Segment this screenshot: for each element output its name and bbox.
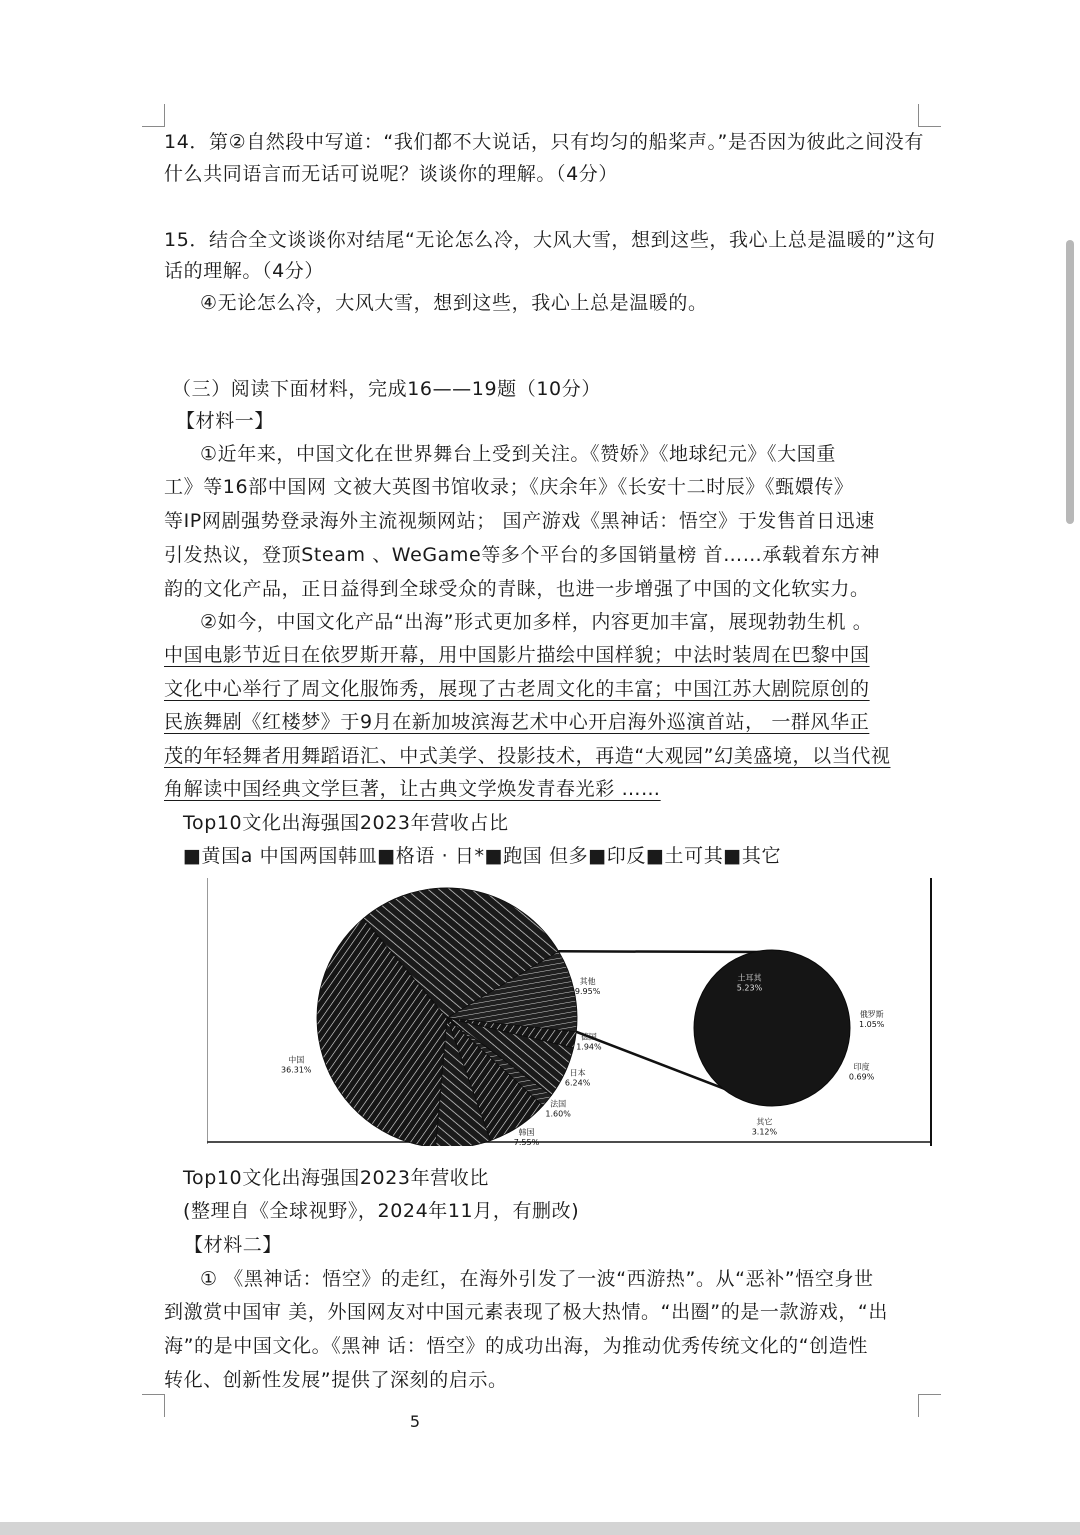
sub-slice-value-e59c9fe880b3e585b6: 5.23% bbox=[736, 983, 763, 993]
material-1-underlined-line-1: 中国电影节近日在依罗斯开幕，用中国影片描绘中国样貌；中法时装周在巴黎中国 bbox=[164, 644, 870, 666]
sub-slice-value-e4bf84e7bd97e696af: 1.05% bbox=[858, 1019, 885, 1029]
pie-chart-svg bbox=[207, 878, 933, 1146]
material-1-p1-line-2: 工》等16部中国网 文被大英图书馆收录；《庆余年》《长安十二时辰》《甄嬛传》 bbox=[164, 476, 854, 498]
chart-legend-text: ■黄国a 中国两国韩皿■格语 · 日*■跑国 但多■印反■土可其■其它 bbox=[183, 845, 782, 867]
material-2-line-1: ① 《黑神话：悟空》的走红，在海外引发了一波“西游热”。从“恶补”悟空身世 bbox=[200, 1268, 874, 1290]
material-1-underlined-line-2: 文化中心举行了周文化服饰秀，展现了古老周文化的丰富；中国江苏大剧院原创的 bbox=[164, 678, 870, 700]
main-pie bbox=[317, 888, 577, 1146]
slice-label-e6b395e59bbd: 法国 bbox=[550, 1099, 567, 1109]
material-1-p1-line-1: ①近年来，中国文化在世界舞台上受到关注。《赞娇》《地球纪元》《大国重 bbox=[200, 443, 836, 465]
sub-slice-label-e585b6e5ae83: 其它 bbox=[756, 1117, 773, 1127]
slice-value-e6b395e59bbd: 1.60% bbox=[545, 1109, 571, 1119]
secondary-pie bbox=[694, 950, 850, 1106]
chart-heading: Top10文化出海强国2023年营收占比 bbox=[183, 812, 509, 834]
slice-label-e5beb7e59bbd: 德国 bbox=[580, 1032, 597, 1042]
chart-caption: Top10文化出海强国2023年营收比 bbox=[183, 1167, 489, 1189]
section-3-title: （三）阅读下面材料，完成16——19题（10分） bbox=[172, 378, 601, 400]
question-14-line-2: 什么共同语言而无话可说呢？谈谈你的理解。（4分） bbox=[164, 163, 618, 185]
crop-mark-bottom-right bbox=[918, 1394, 941, 1417]
connector-line-top bbox=[559, 951, 764, 952]
question-15-quote: ④无论怎么冷，大风大雪，想到这些，我心上总是温暖的。 bbox=[200, 292, 708, 314]
sub-slice-value-e58db0e5baa6: 0.69% bbox=[848, 1072, 875, 1082]
slice-value-e99fa9e59bbd: 7.55% bbox=[513, 1138, 540, 1146]
sub-slice-value-e585b6e5ae83: 3.12% bbox=[751, 1127, 778, 1137]
sub-slice-label-e58db0e5baa6: 印度 bbox=[853, 1062, 870, 1072]
page-number: 5 bbox=[409, 1412, 421, 1431]
material-1-underlined-line-4: 茂的年轻舞者用舞蹈语汇、中式美学、投影技术，再造“大观园”幻美盛境，以当代视 bbox=[164, 745, 891, 767]
slice-value-e5beb7e59bbd: 1.94% bbox=[576, 1042, 602, 1052]
sub-slice-label-e4bf84e7bd97e696af: 俄罗斯 bbox=[859, 1009, 884, 1019]
material-1-p1-line-4: 引发热议，登顶Steam 、WeGame等多个平台的多国销量榜 首……承载着东方神 bbox=[164, 544, 880, 566]
crop-mark-top-left bbox=[142, 104, 165, 127]
material-1-underlined-line-5: 角解读中国经典文学巨著，让古典文学焕发青春光彩 …… bbox=[164, 778, 661, 800]
sub-slice-label-e59c9fe880b3e585b6: 土耳其 bbox=[737, 973, 762, 983]
material-1-underlined-line-3: 民族舞剧《红楼梦》于9月在新加坡滨海艺术中心开启海外巡演首站， 一群风华正 bbox=[164, 711, 870, 733]
question-15-line-1: 15．结合全文谈谈你对结尾“无论怎么冷，大风大雪，想到这些，我心上总是温暖的”这句 bbox=[164, 229, 936, 251]
slice-value-e585b6e4bb96: 9.95% bbox=[574, 987, 601, 997]
slice-label-e585b6e4bb96: 其他 bbox=[579, 977, 596, 987]
question-15-line-2: 话的理解。（4分） bbox=[164, 260, 324, 282]
material-2-line-3: 海”的是中国文化。《黑神 话：悟空》的成功出海，为推动优秀传统文化的“创造性 bbox=[164, 1335, 869, 1357]
slice-label-e4b8ade59bbd: 中国 bbox=[288, 1055, 305, 1065]
material-2-line-4: 转化、创新性发展”提供了深刻的启示。 bbox=[164, 1369, 508, 1391]
slice-label-e99fa9e59bbd: 韩国 bbox=[518, 1128, 535, 1138]
crop-mark-bottom-left bbox=[142, 1394, 165, 1417]
material-1-p1-line-3: 等IP网剧强势登录海外主流视频网站； 国产游戏《黑神话：悟空》于发售首日迅速 bbox=[164, 510, 875, 532]
slice-value-e4b8ade59bbd: 36.31% bbox=[281, 1065, 312, 1075]
pie-chart bbox=[207, 878, 933, 1146]
crop-mark-top-right bbox=[918, 104, 941, 127]
slice-label-e697a5e69cac: 日本 bbox=[569, 1068, 586, 1078]
material-1-p2-line-1: ②如今，中国文化产品“出海”形式更加多样，内容更加丰富，展现勃勃生机 。 bbox=[200, 611, 873, 633]
slice-value-e697a5e69cac: 6.24% bbox=[564, 1078, 591, 1088]
vertical-scrollbar[interactable] bbox=[1066, 240, 1074, 524]
material-1-label: 【材料一】 bbox=[176, 410, 275, 432]
secondary-pie-circle bbox=[694, 950, 850, 1106]
bottom-toolbar-strip bbox=[0, 1522, 1080, 1535]
question-14-line-1: 14．第②自然段中写道：“我们都不大说话，只有均匀的船桨声。”是否因为彼此之间没有 bbox=[164, 131, 924, 153]
source-note: (整理自《全球视野》，2024年11月，有删改) bbox=[183, 1200, 580, 1222]
material-1-p1-line-5: 韵的文化产品，正日益得到全球受众的青睐，也进一步增强了中国的文化软实力。 bbox=[164, 578, 870, 600]
material-2-label: 【材料二】 bbox=[184, 1234, 283, 1256]
material-2-line-2: 到激赏中国审 美，外国网友对中国元素表现了极大热情。“出圈”的是一款游戏，“出 bbox=[164, 1301, 888, 1323]
